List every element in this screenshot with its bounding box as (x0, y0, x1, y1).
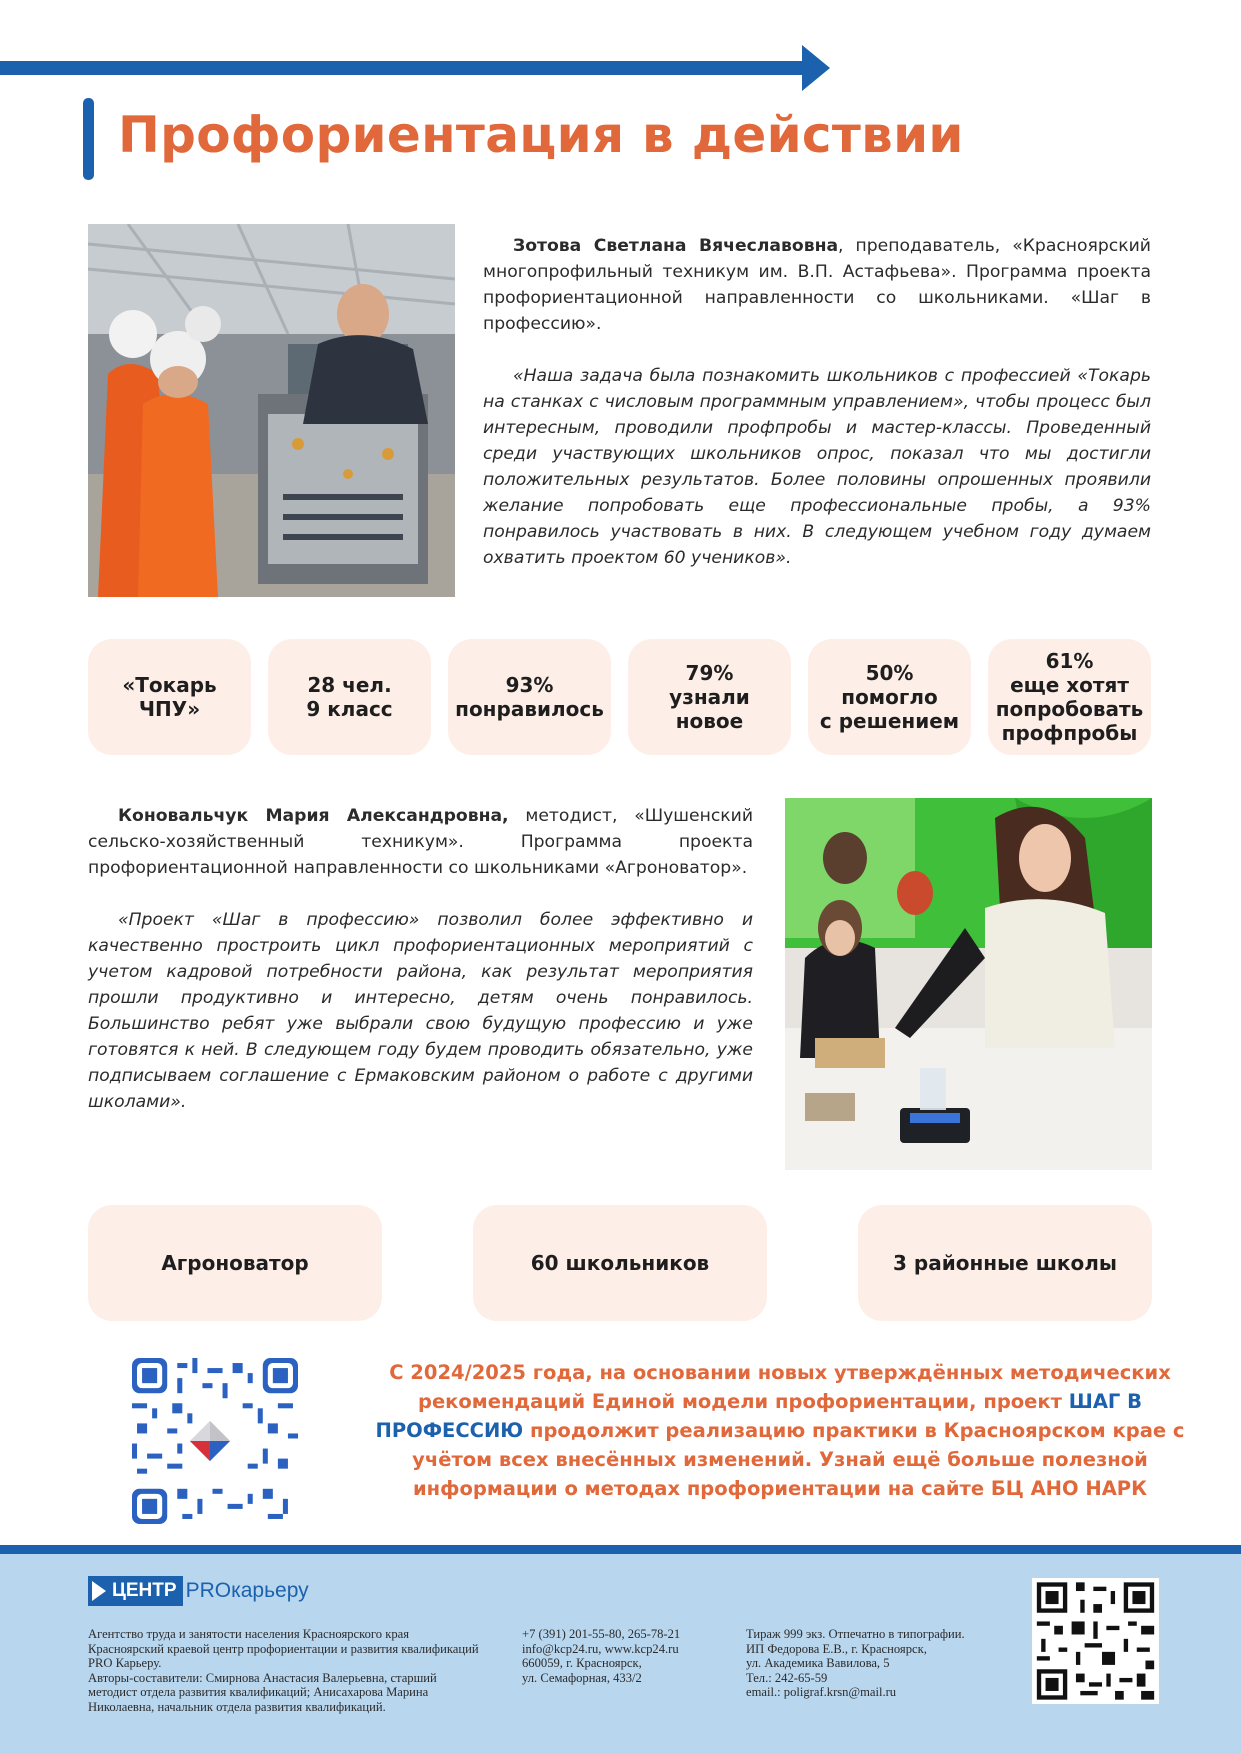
center-logo (88, 1576, 309, 1606)
author-intro: методист, «Шушенский сельско-хозяйственный техникум». Программа проекта профориентационной направленности со школьниками «Агроноватор». (88, 806, 753, 878)
footer-line: ИП Федорова Е.В., г. Красноярск, (746, 1641, 927, 1656)
footer-divider (0, 1545, 1241, 1554)
stat-card (628, 639, 791, 755)
logo-box (88, 1576, 183, 1606)
qr-code-icon[interactable] (132, 1358, 298, 1524)
footer-line: ул. Академика Вавилова, 5 (746, 1656, 890, 1670)
footer-line: Красноярский краевой центр профориентации и развития квалификаций PRO Карьеру. (88, 1641, 479, 1670)
stat-text: 60 школьников (530, 1251, 710, 1275)
header-arrow-shaft (0, 61, 808, 75)
footer-line: Агентство труда и занятости населения Красноярского края (88, 1627, 410, 1641)
stat-card (858, 1205, 1152, 1321)
author-intro: , преподаватель, «Красноярский многопрофильный техникум им. В.П. Астафьева». Программа проекта профориентационной направленности со школьниками. «Шаг в профессию». (483, 236, 1151, 334)
footer-line: Тираж 999 экз. Отпечатно в типографии. (746, 1627, 965, 1641)
stat-card (268, 639, 431, 755)
footer-organization (88, 1627, 488, 1714)
header-arrow-head (802, 45, 830, 91)
stat-card (88, 1205, 382, 1321)
footer-print-info (746, 1627, 965, 1700)
stat-card (448, 639, 611, 755)
project-link[interactable]: ШАГ В ПРОФЕССИЮ (375, 1390, 1142, 1442)
stat-text: Агроноватор (161, 1251, 309, 1275)
author-name: Зотова Светлана Вячеславовна (513, 236, 839, 256)
stat-card (988, 639, 1151, 755)
page-title: Профориентация в действии (118, 106, 964, 164)
footer-line: Тел.: 242-65-59 (746, 1670, 828, 1685)
footer-address: 660059, г. Красноярск, (522, 1656, 642, 1670)
footer-line: Авторы-составители: Смирнова Анастасия Валерьевна, старший методист отдела развития квалификаций; Анисахарова Марина Николаевна, начальник отдела развития квалификаций. (88, 1670, 437, 1714)
stat-text: 28 чел. 9 класс (306, 673, 393, 721)
qr-code-icon[interactable] (1032, 1578, 1159, 1704)
author-name: Коновальчук Мария Александровна, (118, 806, 509, 826)
testimonial-quote: «Наша задача была познакомить школьников с профессией «Токарь на станках с числовым программным управлением», чтобы процесс был интересным, проводили профпробы и мастер-классы. Проведенный среди участвующих школьников опрос, показал что мы достигли положительных результатов. Более половины опрошенных проявили желание попробовать еще профессиональные пробы, а 93% понравилось участвовать в них. В следующем учебном году думаем охватить проектом 60 учеников». (483, 366, 1151, 568)
promo-part-2: продолжит реализацию практики в Красноярском крае с учётом всех внесённых изменений. Узнай ещё больше полезной информации о методах профориентации на сайте БЦ АНО НАРК (412, 1419, 1185, 1500)
logo-text: PROкарьеру (185, 1579, 309, 1602)
stat-text: 61% еще хотят попробовать профпробы (995, 649, 1144, 745)
lab-photo (785, 798, 1152, 1170)
title-accent-bar (83, 98, 94, 180)
testimonial-quote: «Проект «Шаг в профессию» позволил более эффективно и качественно простроить цикл профориентационных мероприятий с учетом кадровой потребности района, как результат мероприятия прошли продуктивно и интересно, детям очень понравилось. Большинство ребят уже выбрали свою будущую профессию и уже готовятся к ней. В следующем году будем проводить обязательно, уже подписываем соглашение с Ермаковским районом о работе с другими школами». (88, 910, 753, 1112)
stat-text: 3 районные школы (893, 1251, 1117, 1275)
footer-phone[interactable]: +7 (391) 201-55-80, 265-78-21 (522, 1627, 681, 1641)
promo-part-1: С 2024/2025 года, на основании новых утверждённых методических рекомендаций Единой модели профориентации, проект (389, 1361, 1171, 1413)
stat-text: «Токарь ЧПУ» (122, 673, 217, 721)
stat-text: 93% понравилось (455, 673, 604, 721)
stat-card (808, 639, 971, 755)
footer-email[interactable]: email.: poligraf.krsn@mail.ru (746, 1685, 897, 1699)
footer-email-site[interactable]: info@kcp24.ru, www.kcp24.ru (522, 1641, 679, 1656)
workshop-photo (88, 224, 455, 597)
logo-box-text: ЦЕНТР (112, 1580, 177, 1601)
footer-contacts (522, 1627, 680, 1685)
testimonial-2 (88, 803, 753, 1141)
promo-text (360, 1358, 1200, 1503)
testimonial-1 (483, 233, 1151, 597)
play-icon (92, 1581, 106, 1601)
stat-card (88, 639, 251, 755)
footer-address: ул. Семафорная, 433/2 (522, 1670, 642, 1685)
stat-text: 79% узнали новое (669, 661, 750, 733)
stat-card (473, 1205, 767, 1321)
stat-text: 50% помогло с решением (819, 661, 960, 733)
